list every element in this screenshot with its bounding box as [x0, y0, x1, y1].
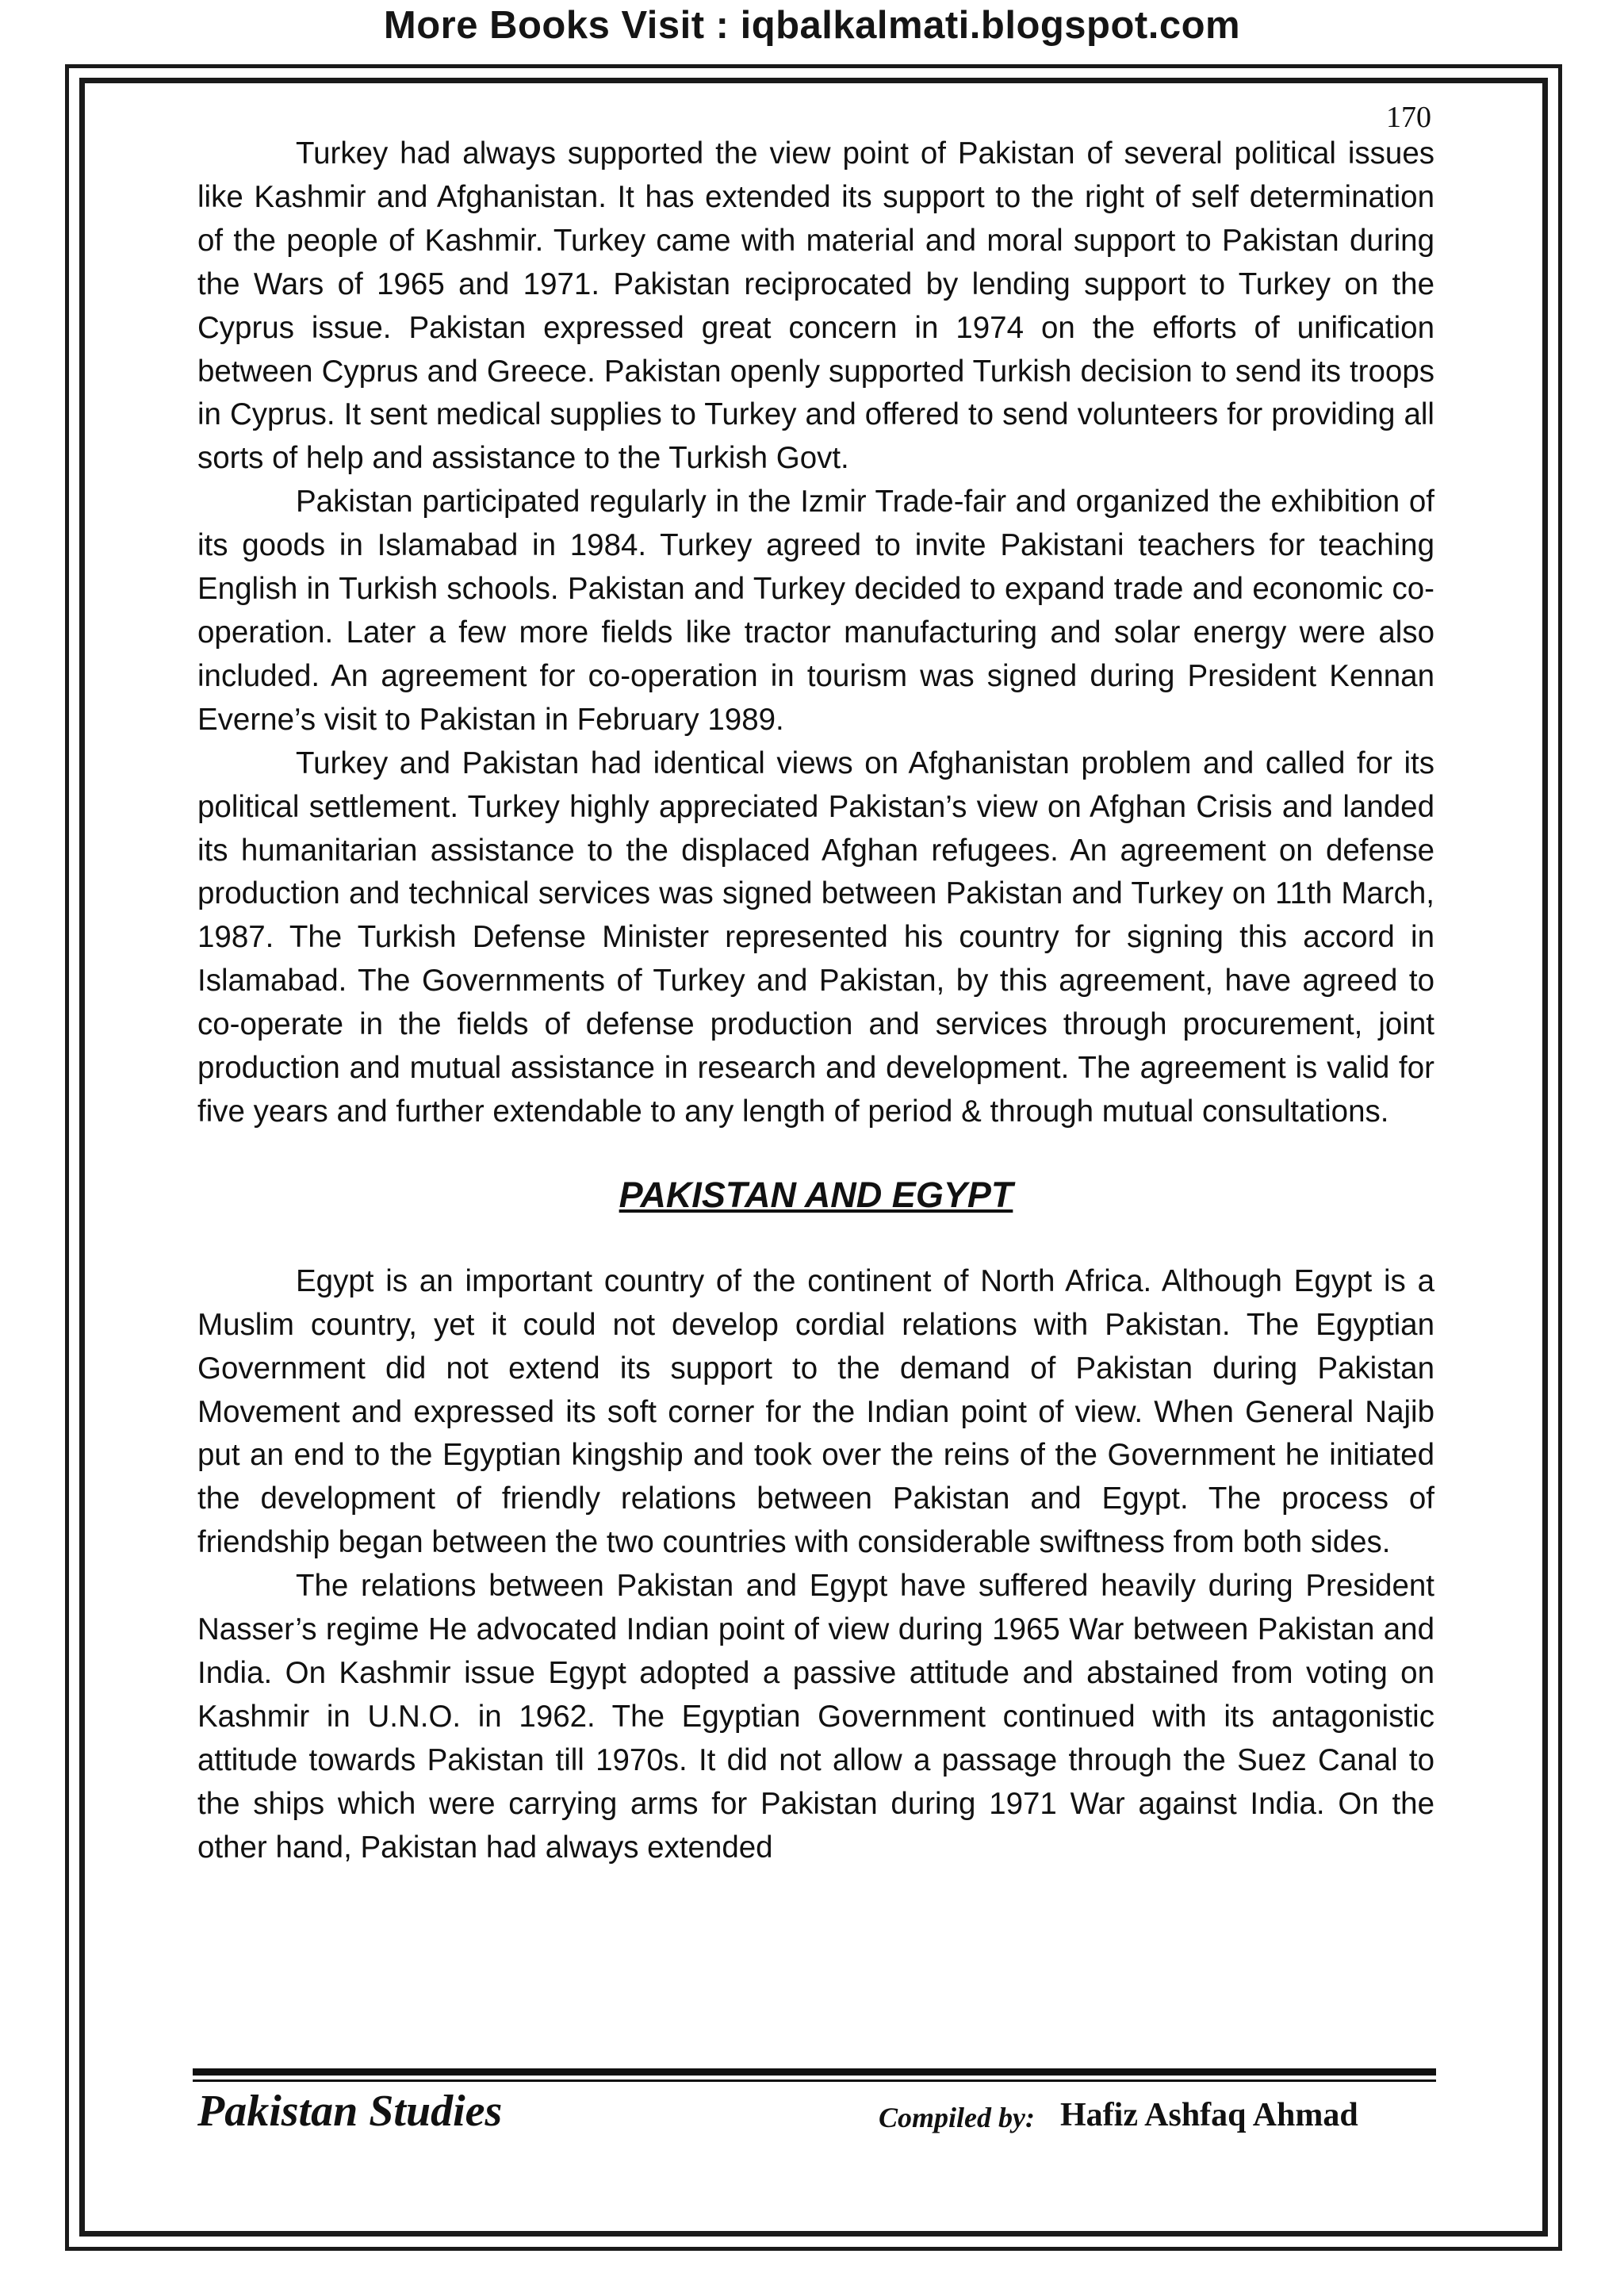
- footer-book-title: Pakistan Studies: [197, 2087, 503, 2136]
- footer-compiled-label: Compiled by:: [879, 2102, 1035, 2133]
- paragraph: Turkey had always supported the view point of Pakistan of several political issues like Kashmir and Afghanistan. It has extended its support to the right of self determination of the people of Kashmir. Turkey came with material and moral support to Pakistan during the Wars of 1965 and 1971. Pakistan reciprocated by lending support to Turkey on the Cyprus issue. Pakistan expressed great concern in 1974 on the efforts of unification between Cyprus and Greece. Pakistan openly supported Turkish decision to send its troops in Cyprus. It sent medical supplies to Turkey and offered to send volunteers for providing all sorts of help and assistance to the Turkish Govt.: [197, 136, 1434, 476]
- footer-rule-thick: [193, 2068, 1436, 2076]
- footer-rule-thin: [193, 2079, 1436, 2082]
- page-body: [197, 132, 1434, 1870]
- paragraph: The relations between Pakistan and Egypt have suffered heavily during President Nasser’s regime He advocated Indian point of view during 1965 War between Pakistan and India. On Kashmir issue Egypt adopted a passive attitude and abstained from voting on Kashmir in U.N.O. in 1962. The Egyptian Government continued with its antagonistic attitude towards Pakistan till 1970s. It did not allow a passage through the Suez Canal to the ships which were carrying arms for Pakistan during 1971 War against India. On the other hand, Pakistan had always extended: [197, 1569, 1434, 1865]
- paragraph: Pakistan participated regularly in the Izmir Trade-fair and organized the exhibition of its goods in Islamabad in 1984. Turkey agreed to invite Pakistani teachers for teaching English in Turkish schools. Pakistan and Turkey decided to expand trade and economic co-operation. Later a few more fields like tractor manufacturing and solar energy were also included. An agreement for co-operation in tourism was signed during President Kennan Everne’s visit to Pakistan in February 1989.: [197, 485, 1434, 737]
- section-heading: PAKISTAN AND EGYPT: [619, 1174, 1013, 1215]
- page-number: 170: [1386, 101, 1431, 134]
- site-banner: More Books Visit : iqbalkalmati.blogspot.com: [383, 4, 1241, 47]
- footer-author: Hafiz Ashfaq Ahmad: [1060, 2097, 1358, 2133]
- paragraph: Egypt is an important country of the continent of North Africa. Although Egypt is a Muslim country, yet it could not develop cordial relations with Pakistan. The Egyptian Government did not extend its support to the demand of Pakistan during Pakistan Movement and expressed its soft corner for the Indian point of view. When General Najib put an end to the Egyptian kingship and took over the reins of the Government he initiated the development of friendly relations between Pakistan and Egypt. The process of friendship began between the two countries with considerable swiftness from both sides.: [197, 1263, 1434, 1560]
- paragraph: Turkey and Pakistan had identical views on Afghanistan problem and called for its political settlement. Turkey highly appreciated Pakistan’s view on Afghan Crisis and landed its humanitarian assistance to the displaced Afghan refugees. An agreement on defense production and technical services was signed between Pakistan and Turkey on 11th March, 1987. The Turkish Defense Minister represented his country for signing this accord in Islamabad. The Governments of Turkey and Pakistan, by this agreement, have agreed to co-operate in the fields of defense production and services through procurement, joint production and mutual assistance in research and development. The agreement is valid for five years and further extendable to any length of period & through mutual consultations.: [197, 746, 1434, 1129]
